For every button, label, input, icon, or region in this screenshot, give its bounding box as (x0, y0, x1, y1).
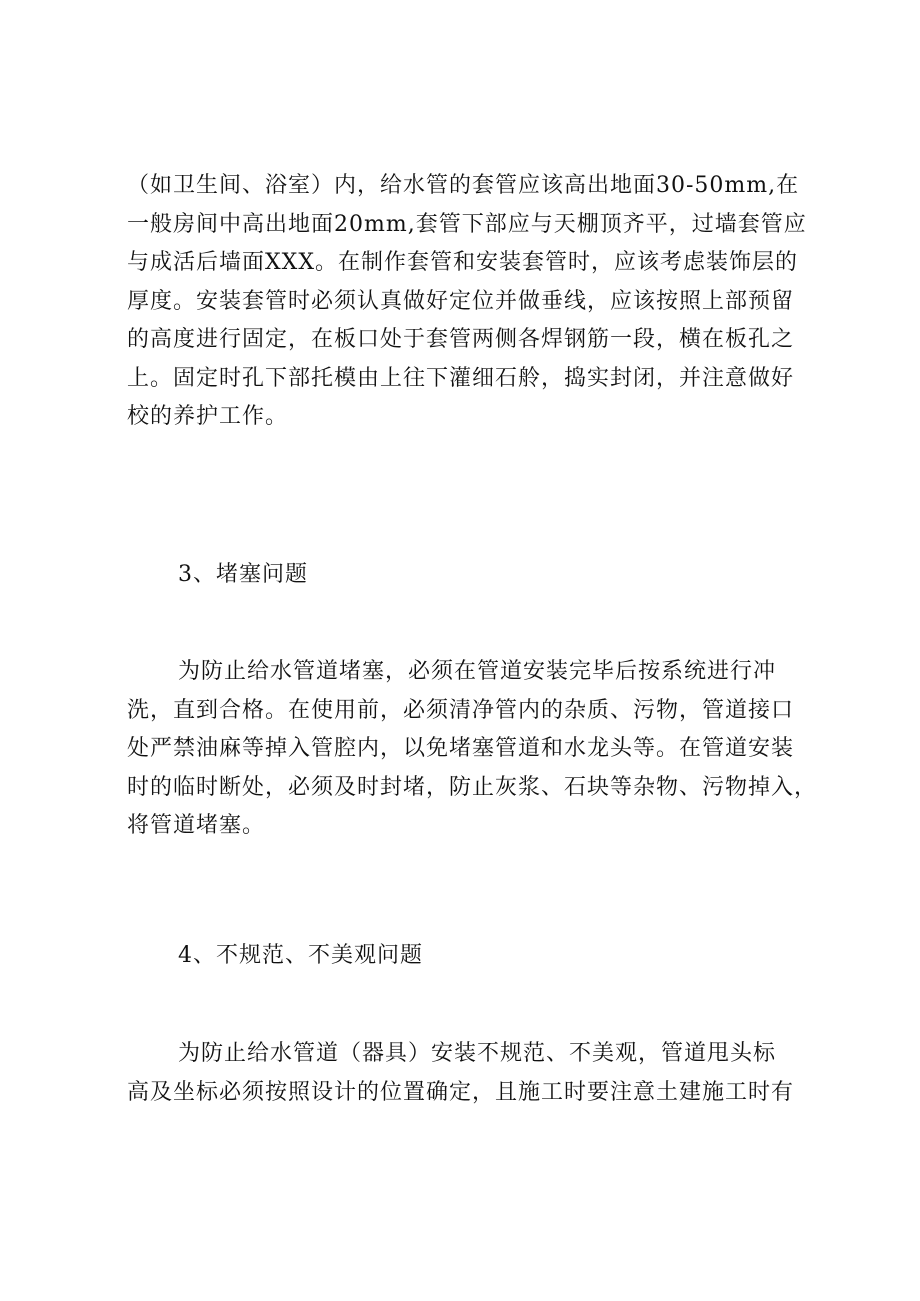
paragraph-line: 厚度。安装套管时必须认真做好定位并做垂线，应该按照上部预留 (127, 288, 795, 314)
paragraph-line: 处严禁油麻等掉入管腔内，以免堵塞管道和水龙头等。在管道安装 (127, 736, 795, 761)
section-heading-blockage: 3、堵塞问题 (178, 562, 308, 587)
paragraph-line: 将管道堵塞。 (127, 813, 266, 838)
paragraph-nonstandard (127, 1035, 797, 1112)
section-heading-nonstandard: 4、不规范、不美观问题 (178, 943, 423, 968)
paragraph-line: 为防止给水管道堵塞，必须在管道安装完毕后按系统进行冲 (178, 659, 777, 684)
paragraph-line: 高及坐标必须按照设计的位置确定，且施工时要注意土建施工时有 (127, 1079, 795, 1105)
paragraph-line: 为防止给水管道（器具）安装不规范、不美观，管道甩头标 (178, 1041, 777, 1066)
paragraph-line: 的高度进行固定，在板口处于套管两侧各焊钢筋一段，横在板孔之 (127, 327, 795, 352)
paragraph-blockage (127, 653, 818, 846)
paragraph-line: （如卫生间、浴室）内，给水管的套管应该高出地面30-50mm,在 (127, 173, 800, 198)
paragraph-line: 洗，直到合格。在使用前，必须清净管内的杂质、污物，管道接口 (127, 697, 795, 723)
paragraph-line: 与成活后墙面XXX。在制作套管和安装套管时，应该考虑装饰层的 (127, 250, 798, 275)
paragraph-sleeve-installation (127, 167, 807, 437)
paragraph-line: 时的临时断处，必须及时封堵，防止灰浆、石块等杂物、污物掉入， (127, 774, 818, 800)
paragraph-line: 一般房间中高出地面20mm,套管下部应与天棚顶齐平，过墙套管应 (127, 211, 807, 237)
paragraph-line: 上。固定时孔下部托模由上往下灌细石舲，捣实封闭，并注意做好 (127, 365, 795, 391)
paragraph-line: 校的养护工作。 (127, 404, 289, 429)
